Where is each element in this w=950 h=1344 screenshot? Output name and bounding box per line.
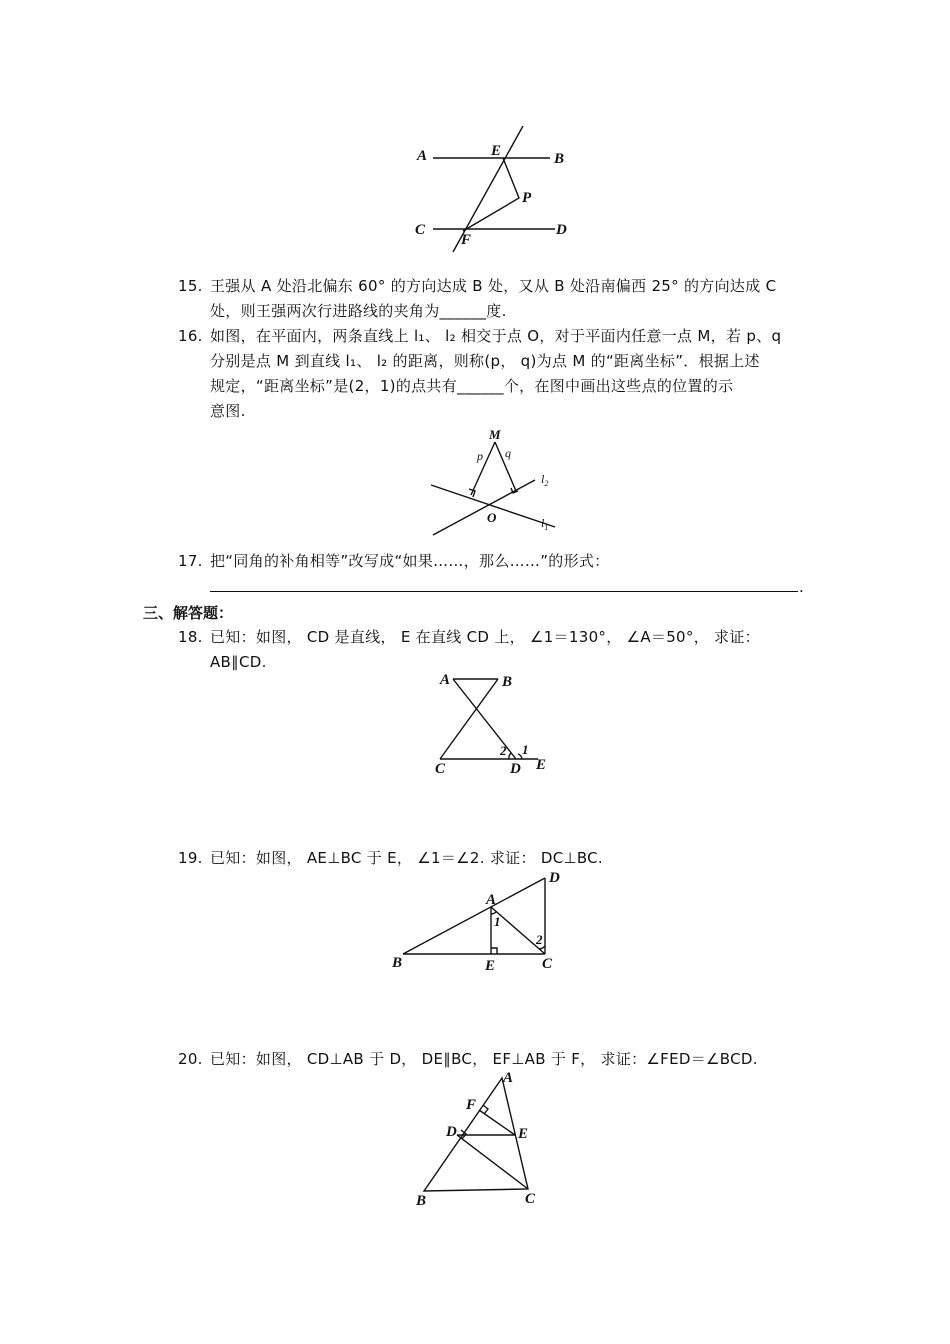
question-text-line: AB∥CD. (210, 653, 267, 671)
answer-end-period: . (799, 578, 804, 596)
figure-parallel-lines (405, 120, 585, 260)
question-number: 18. (178, 628, 203, 646)
label-angle-1: 1 (494, 914, 501, 929)
label-c: C (542, 956, 553, 972)
question-number: 17. (178, 552, 203, 570)
label-f: F (461, 232, 472, 248)
label-l2: $l_2$ (541, 472, 549, 488)
label-a: A (503, 1070, 514, 1086)
label-e: E (518, 1126, 529, 1142)
right-angle-mark (491, 948, 497, 954)
question-text-line: 处，则王强两次行进路线的夹角为______度. (210, 302, 507, 320)
label-d: D (510, 761, 521, 777)
label-e: E (491, 143, 502, 159)
label-q: q (505, 446, 511, 460)
answer-blank (210, 591, 798, 592)
label-f: F (466, 1097, 477, 1113)
label-e: E (485, 958, 496, 974)
question-text-line: 已知：如图， CD 是直线， E 在直线 CD 上， ∠1＝130°， ∠A＝50°， 求证： (210, 628, 760, 646)
label-e: E (536, 757, 547, 773)
label-c: C (435, 761, 446, 777)
label-p: p (477, 449, 483, 463)
question-text-line: 规定，“距离坐标”是(2，1)的点共有______个，在图中画出这些点的位置的示 (210, 377, 734, 395)
segment-bc (440, 679, 498, 759)
label-m: M (489, 427, 501, 442)
question-16 (178, 324, 818, 424)
question-15 (178, 274, 818, 324)
label-b: B (554, 151, 565, 167)
label-d: D (549, 870, 560, 886)
label-angle-1: 1 (522, 742, 529, 757)
question-number: 19. (178, 849, 203, 867)
label-l1: $l_1$ (541, 516, 549, 532)
label-d: D (446, 1124, 457, 1140)
question-text-line: 王强从 A 处沿北偏东 60° 的方向达成 B 处，又从 B 处沿南偏西 25° 的方向达成 C (210, 277, 777, 295)
label-angle-2: 2 (536, 932, 543, 947)
question-number: 15. (178, 277, 203, 295)
question-text-line: 如图，在平面内，两条直线上 l₁、 l₂ 相交于点 O，对于平面内任意一点 M，若 p、q (210, 327, 782, 345)
figure-crossed-triangles (430, 666, 560, 781)
label-c: C (525, 1191, 536, 1207)
question-number: 20. (178, 1050, 203, 1068)
label-angle-2: 2 (500, 743, 507, 758)
segment-ad (453, 679, 516, 759)
label-d: D (556, 222, 567, 238)
label-a: A (440, 672, 451, 688)
figure-right-angles (385, 866, 570, 976)
figure-distance-coordinates (425, 425, 565, 540)
segment-p (471, 442, 495, 495)
label-a: A (486, 892, 497, 908)
line-l2 (433, 480, 535, 535)
question-text-line: 把“同角的补角相等”改写成“如果……，那么……”的形式： (210, 552, 610, 570)
question-text-line: 意图. (210, 402, 246, 420)
angle-2-arc (509, 753, 511, 759)
label-o: O (487, 510, 497, 525)
question-text-line: 已知：如图， CD⊥AB 于 D， DE∥BC， EF⊥AB 于 F， 求证：∠FED＝∠BCD. (210, 1050, 758, 1068)
label-b: B (416, 1193, 427, 1209)
question-text-line: 已知：如图， AE⊥BC 于 E， ∠1＝∠2. 求证： DC⊥BC. (210, 849, 604, 867)
question-17 (178, 549, 818, 574)
question-number: 16. (178, 327, 203, 345)
section-heading: 三、解答题： (143, 604, 234, 622)
label-p: P (522, 190, 532, 206)
label-b: B (392, 955, 403, 971)
figure-triangle-abc (408, 1065, 553, 1210)
segment-bd (403, 878, 545, 954)
label-c: C (415, 222, 426, 238)
label-a: A (417, 148, 428, 164)
label-b: B (502, 674, 513, 690)
question-text-line: 分别是点 M 到直线 l₁、 l₂ 的距离，则称(p， q)为点 M 的“距离坐标”．根据上述 (210, 352, 760, 370)
